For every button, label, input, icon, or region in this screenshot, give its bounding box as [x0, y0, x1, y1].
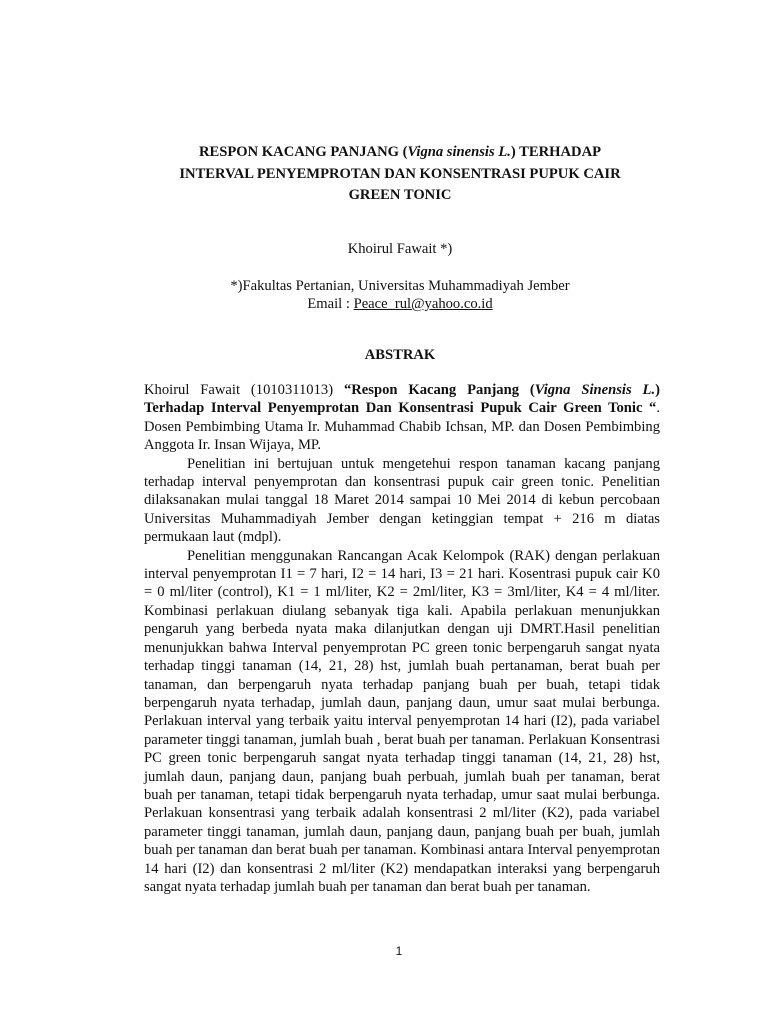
- title-line-1-end: ) TERHADAP: [510, 144, 602, 160]
- title-line-3: GREEN TONIC: [348, 187, 452, 203]
- author-name: Khoirul Fawait *): [347, 241, 453, 257]
- title-line-2: INTERVAL PENYEMPROTAN DAN KONSENTRASI PUPUK CAIR: [179, 165, 621, 182]
- abstract-supervisors: . Dosen Pembimbing Utama Ir. Muhammad Chabib Ichsan, MP. dan Dosen Pembimbing Anggota Ir. Insan Wijaya, MP.: [144, 400, 660, 454]
- title-line-1-start: RESPON KACANG PANJANG (: [198, 144, 408, 160]
- author-affiliation: [130, 277, 670, 313]
- abstract-body: [144, 381, 660, 896]
- affiliation-institution: *)Fakultas Pertanian, Universitas Muhammadiyah Jember: [230, 278, 570, 294]
- abstract-cited-title-end: ) Terhadap Interval Penyemprotan Dan Konsentrasi Pupuk Cair Green Tonic “: [144, 382, 660, 417]
- abstract-heading: ABSTRAK: [364, 347, 436, 363]
- page-number: 1: [395, 944, 403, 958]
- email-link[interactable]: Peace_rul@yahoo.co.id: [353, 296, 493, 312]
- email-label: Email :: [307, 296, 354, 312]
- abstract-author-id: Khoirul Fawait (1010311013): [144, 382, 344, 398]
- abstract-paragraph-1: [144, 381, 660, 455]
- abstract-paragraph-3: Penelitian menggunakan Rancangan Acak Kelompok (RAK) dengan perlakuan interval penyemprotan I1 = 7 hari, I2 = 14 hari, I3 = 21 hari. Kosentrasi pupuk cair K0 = 0 ml/liter (control), K1 = 1 ml/liter, K2 = 2ml/liter, K3 = 3ml/liter, K4 = 4 ml/liter. Kombinasi perlakuan diulang sebanyak tiga kali. Apabila perlakuan menunjukkan pengaruh yang berbeda nyata maka dilanjutkan dengan uji DMRT.Hasil penelitian menunjukkan bahwa Interval penyemprotan PC green tonic berpengaruh sangat nyata terhadap tinggi tanaman (14, 21, 28) hst, jumlah buah pertanaman, berat buah per tanaman, dan berpengaruh nyata terhadap panjang buah per buah, tetapi tidak berpengaruh nyata terhadap, jumlah daun, panjang daun, umur saat mulai berbunga. Perlakuan interval yang terbaik yaitu interval penyemprotan 14 hari (I2), pada variabel parameter tinggi tanaman, jumlah buah , berat buah per tanaman. Perlakuan Konsentrasi PC green tonic berpengaruh sangat nyata terhadap tinggi tanaman (14, 21, 28) hst, jumlah daun, panjang daun, panjang buah perbuah, jumlah buah per tanaman, berat buah per tanaman, tetapi tidak berpengaruh nyata terhadap, umur saat mulai berbunga. Perlakuan konsentrasi yang terbaik adalah konsentrasi 2 ml/liter (K2), pada variabel parameter tinggi tanaman, jumlah daun, panjang daun, panjang buah per buah, jumlah buah per tanaman dan berat buah per tanaman. Kombinasi antara Interval penyemprotan 14 hari (I2) dan konsentrasi 2 ml/liter (K2) mendapatkan interaksi yang berpengaruh sangat nyata terhadap jumlah buah per tanaman dan berat buah per tanaman.: [144, 547, 660, 895]
- abstract-cited-title-start: “Respon Kacang Panjang (: [343, 382, 535, 398]
- paper-title: [130, 142, 670, 207]
- title-species-name: Vigna sinensis L.: [407, 144, 511, 160]
- title-line-1: [130, 142, 670, 164]
- abstract-cited-species: Vigna Sinensis L.: [534, 382, 656, 398]
- affiliation-email-line: [130, 295, 670, 313]
- abstract-paragraph-2: Penelitian ini bertujuan untuk mengetehui respon tanaman kacang panjang terhadap interval penyemprotan dan konsentrasi pupuk cair green tonic. Penelitian dilaksanakan mulai tanggal 18 Maret 2014 sampai 10 Mei 2014 di kebun percobaan Universitas Muhammadiyah Jember dengan ketinggian tempat + 216 m diatas permukaan laut (mdpl).: [144, 455, 660, 546]
